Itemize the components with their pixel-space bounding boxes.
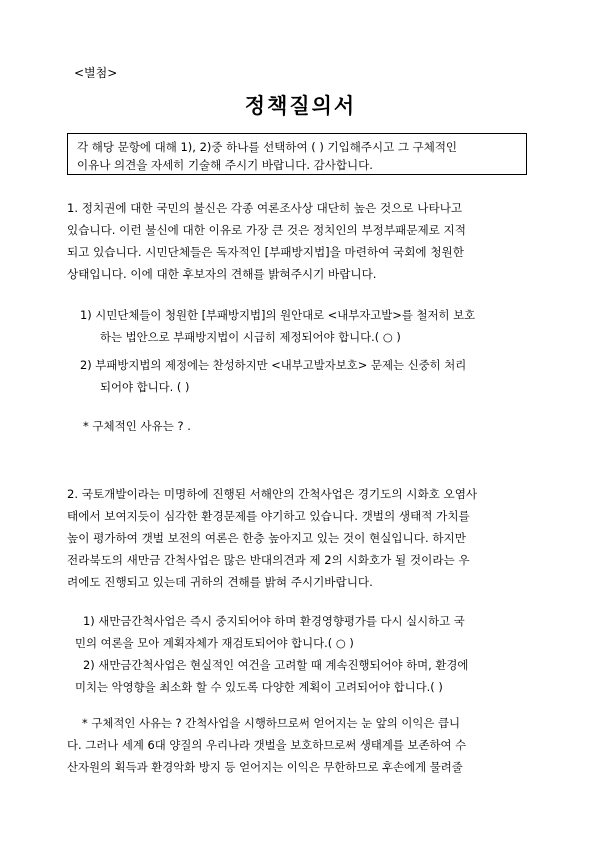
q1-option-1-line: 1) 시민단체들이 청원한 [부패방지법]의 원안대로 <내부자고발>를 철저히 보호 xyxy=(80,308,476,322)
question-1-text xyxy=(67,197,535,285)
q2-line: 높이 평가하여 갯벌 보전의 여론은 한층 높아지고 있는 것이 현실입니다. 하지만 xyxy=(67,531,466,545)
q2-line: 태에서 보여지듯이 심각한 환경문제를 야기하고 있습니다. 갯벌의 생태적 가치를 xyxy=(67,509,470,523)
q2-reason-line: 산자원의 획득과 환경악화 방지 등 얻어지는 이익은 무한하므로 후손에게 물려줄 xyxy=(67,760,463,774)
q1-option-2 xyxy=(80,354,466,398)
instruction-box xyxy=(67,133,527,175)
instruction-line: 각 해당 문항에 대해 1), 2)중 하나를 선택하여 ( ) 기입해주시고 그 구체적인 xyxy=(77,140,458,154)
q2-reason-line: * 구체적인 사유는 ? 간척사업을 시행하므로써 얻어지는 눈 앞의 이익은 큽니 xyxy=(82,716,461,730)
q2-option-2-line: 2) 새만금간척사업은 현실적인 여건을 고려할 때 계속진행되어야 하며, 환경에 xyxy=(83,658,469,672)
question-2-text xyxy=(67,483,535,593)
q1-line: 상태입니다. 이에 대한 후보자의 견해를 밝혀주시기 바랍니다. xyxy=(67,267,377,281)
q2-reason-line: 다. 그러나 세계 6대 양질의 우리나라 갯벌을 보호하므로써 생태계를 보존하여 수 xyxy=(67,738,467,752)
q1-reason: * 구체적인 사유는 ? . xyxy=(83,419,191,433)
q2-option-1-line: 민의 여론을 모아 계획자체가 재검토되어야 합니다.( ○ ) xyxy=(75,636,354,650)
q2-option-2-line: 미치는 악영향을 최소화 할 수 있도록 다양한 계획이 고려되어야 합니다.( ) xyxy=(75,680,443,694)
q2-reason xyxy=(67,712,537,778)
q2-option-2 xyxy=(75,654,468,698)
instruction-line: 이유나 의견을 자세히 기술해 주시기 바랍니다. 감사합니다. xyxy=(77,158,373,172)
q1-line: 1. 정치권에 대한 국민의 불신은 각종 여론조사상 대단히 높은 것으로 나타나고 xyxy=(67,201,463,215)
q2-option-1-line: 1) 새만금간척사업은 즉시 중지되어야 하며 환경영향평가를 다시 실시하고 국 xyxy=(83,614,465,628)
annex-label: <별첨> xyxy=(74,66,118,80)
q1-option-1 xyxy=(80,304,475,348)
q1-option-2-line: 되어야 합니다. ( ) xyxy=(100,380,190,394)
q2-option-1 xyxy=(75,610,465,654)
q1-line: 있습니다. 이런 불신에 대한 이유로 가장 큰 것은 정치인의 부정부패문제로 지적 xyxy=(67,223,466,237)
q2-line: 2. 국토개발이라는 미명하에 진행된 서해안의 간척사업은 경기도의 시화호 오염사 xyxy=(67,487,478,501)
page-title: 정책질의서 xyxy=(244,94,357,118)
q2-line: 려에도 진행되고 있는데 귀하의 견해를 밝혀 주시기바랍니다. xyxy=(67,575,373,589)
q1-line: 되고 있습니다. 시민단체들은 독자적인 [부패방지법]을 마련하여 국회에 청원한 xyxy=(67,245,464,259)
q2-line: 전라북도의 새만금 간척사업은 많은 반대의견과 제 2의 시화호가 될 것이라는 우 xyxy=(67,553,470,567)
q1-option-2-line: 2) 부패방지법의 제정에는 찬성하지만 <내부고발자보호> 문제는 신중히 처리 xyxy=(80,358,467,372)
q1-option-1-line: 하는 법안으로 부패방지법이 시급히 제정되어야 합니다.( ○ ) xyxy=(100,330,401,344)
